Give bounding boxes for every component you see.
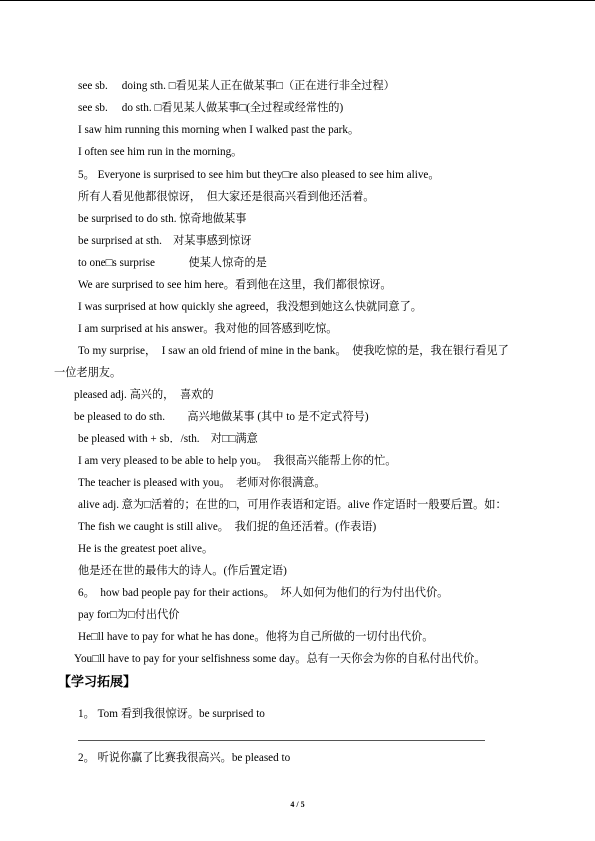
text-line: The fish we caught is still alive。 我们捉的鱼还活着。(作表语) — [78, 521, 377, 533]
answer-blank-line[interactable] — [78, 740, 485, 741]
text-line: He is the greatest poet alive。 — [78, 543, 214, 555]
text-line: be pleased to do sth. 高兴地做某事 (其中 to 是不定式符号) — [74, 411, 369, 423]
text-line: 一位老朋友。 — [54, 367, 122, 379]
text-line: I saw him running this morning when I walked past the park。 — [78, 124, 360, 136]
text-line: alive adj. 意为□活着的；在世的□，可用作表语和定语。alive 作定语时一般要后置。如： — [78, 499, 507, 511]
exercise-item: 1。 Tom 看到我很惊讶。be surprised to — [78, 708, 265, 720]
text-line: We are surprised to see him here。看到他在这里，我们都很惊讶。 — [78, 279, 392, 291]
text-line: 他是还在世的最伟大的诗人。(作后置定语) — [78, 565, 287, 577]
page-number: 4 / 5 — [290, 800, 305, 809]
text-line: be surprised at sth. 对某事感到惊讶 — [78, 235, 252, 247]
text-line: To my surprise， I saw an old friend of mine in the bank。 使我吃惊的是，我在银行看见了 — [78, 345, 509, 357]
top-border-line — [0, 0, 595, 1]
text-line: pleased adj. 高兴的， 喜欢的 — [74, 389, 214, 401]
text-line: 6。 how bad people pay for their actions。 坏人如何为他们的行为付出代价。 — [78, 587, 449, 599]
exercise-item: 2。 听说你赢了比赛我很高兴。be pleased to — [78, 752, 291, 764]
text-line: see sb. doing sth. □看见某人正在做某事□（正在进行非全过程） — [78, 80, 395, 92]
text-line: 所有人看见他都很惊讶， 但大家还是很高兴看到他还活着。 — [78, 191, 375, 203]
text-line: pay for□为□付出代价 — [78, 609, 180, 621]
text-line: I was surprised at how quickly she agreed，我没想到她这么快就同意了。 — [78, 301, 422, 313]
text-line: You□ll have to pay for your selfishness some day。总有一天你会为你的自私付出代价。 — [74, 653, 486, 665]
text-line: be surprised to do sth. 惊奇地做某事 — [78, 213, 247, 225]
text-line: I am very pleased to be able to help you。 我很高兴能帮上你的忙。 — [78, 455, 397, 467]
text-line: 5。 Everyone is surprised to see him but they□re also pleased to see him alive。 — [78, 169, 440, 181]
text-line: see sb. do sth. □看见某人做某事□(全过程或经常性的) — [78, 102, 344, 114]
text-line: to one□s surprise 使某人惊奇的是 — [78, 257, 267, 269]
text-line: be pleased with + sb．/sth. 对□□满意 — [78, 433, 258, 445]
text-line: I often see him run in the morning。 — [78, 146, 243, 158]
section-heading: 【学习拓展】 — [58, 675, 137, 690]
text-line: He□ll have to pay for what he has done。他将为自己所做的一切付出代价。 — [78, 631, 434, 643]
text-line: The teacher is pleased with you。 老师对你很满意。 — [78, 477, 326, 489]
text-line: I am surprised at his answer。我对他的回答感到吃惊。 — [78, 323, 338, 335]
